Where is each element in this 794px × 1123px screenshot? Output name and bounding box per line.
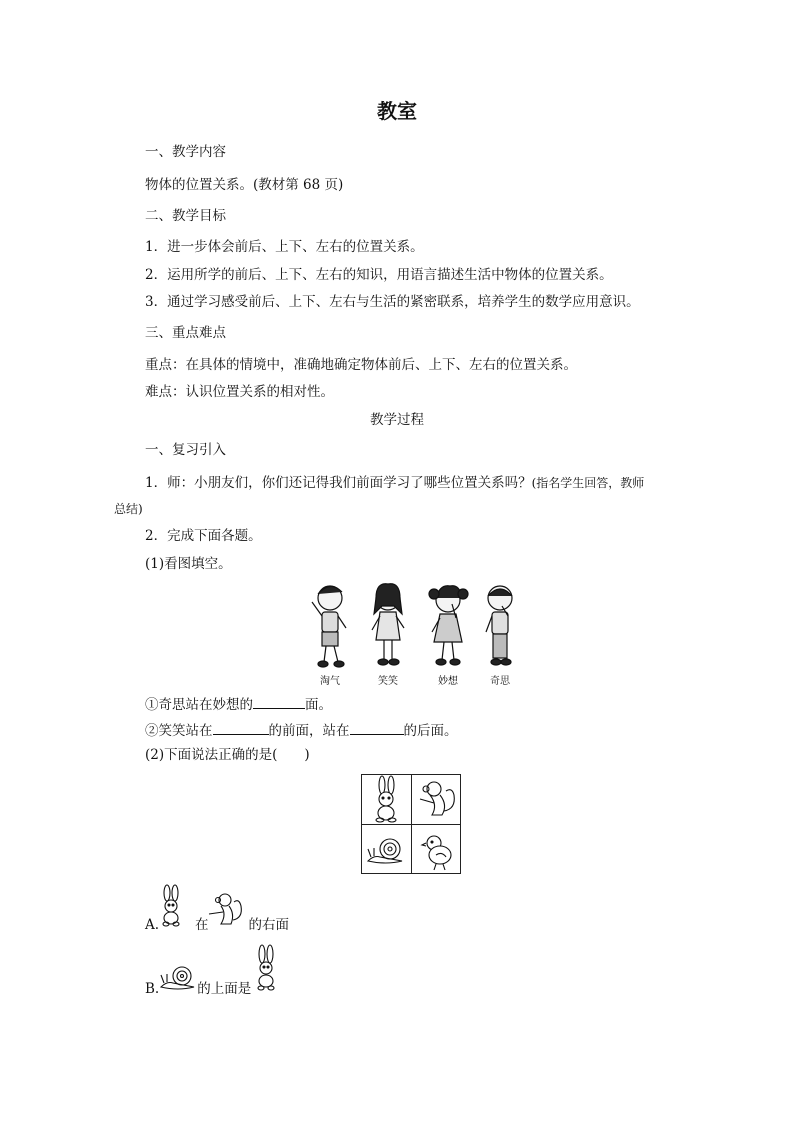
fill-2-text: ②笑笑站在: [145, 723, 213, 739]
fill-1-suffix: 面。: [305, 697, 332, 713]
question-1: [145, 474, 644, 492]
monkey-icon: [203, 888, 245, 934]
question-1-text: 1．师：小朋友们，你们还记得我们前面学习了哪些位置关系吗？: [145, 475, 532, 491]
option-b-text: 的上面是: [197, 981, 252, 997]
kid-label: 淘气: [320, 676, 340, 687]
sub-question-1: (1)看图填空。: [145, 556, 232, 572]
answer-blank[interactable]: [253, 694, 305, 709]
question-2: 2．完成下面各题。: [145, 528, 262, 544]
key-point-text: 重点：在具体的情境中，准确地确定物体前后、上下、左右的位置关系。: [145, 357, 577, 373]
sub-question-2: (2)下面说法正确的是( ): [145, 747, 310, 763]
option-a-label: A.: [145, 917, 160, 933]
monkey-icon: [412, 775, 461, 824]
process-heading: 教学过程: [370, 412, 424, 428]
kid-label: 笑笑: [378, 676, 398, 687]
kid-label: 妙想: [438, 676, 458, 687]
question-1-note: (指名学生回答，教师: [531, 476, 645, 490]
fill-blank-2: [145, 720, 458, 740]
snail-icon: [362, 825, 411, 874]
fill-2-suffix: 的后面。: [403, 723, 458, 739]
section-heading-key: 三、重点难点: [145, 325, 226, 341]
page-title: 教室: [377, 99, 417, 123]
rabbit-icon: [362, 775, 411, 824]
fill-blank-1: [145, 694, 332, 714]
question-1-note-cont: 总结): [114, 502, 143, 516]
kids-figures: [300, 580, 530, 672]
option-a-suffix: 的右面: [248, 917, 290, 933]
animal-grid: [361, 774, 461, 874]
goal-item: 3．通过学习感受前后、上下、左右与生活的紧密联系，培养学生的数学应用意识。: [145, 294, 640, 310]
goal-item: 2．运用所学的前后、上下、左右的知识，用语言描述生活中物体的位置关系。: [145, 267, 613, 283]
snail-icon: [158, 962, 198, 996]
kid-label: 奇思: [490, 676, 510, 687]
answer-blank[interactable]: [350, 720, 404, 735]
rabbit-icon: [250, 944, 282, 996]
goal-item: 1．进一步体会前后、上下、左右的位置关系。: [145, 239, 424, 255]
content-text: 物体的位置关系。(教材第 68 页): [145, 177, 344, 193]
chick-icon: [412, 825, 461, 874]
fill-1-text: ①奇思站在妙想的: [145, 697, 253, 713]
section-heading-goals: 二、教学目标: [145, 208, 226, 224]
section-heading-content: 一、教学内容: [145, 144, 226, 160]
option-b-label: B.: [145, 981, 160, 997]
fill-2-mid: 的前面，站在: [268, 723, 350, 739]
difficulty-text: 难点：认识位置关系的相对性。: [145, 384, 334, 400]
option-a-text: 在: [195, 917, 209, 933]
rabbit-icon: [155, 884, 187, 932]
kids-illustration: [300, 580, 530, 690]
answer-blank[interactable]: [213, 720, 269, 735]
review-heading: 一、复习引入: [145, 442, 226, 458]
